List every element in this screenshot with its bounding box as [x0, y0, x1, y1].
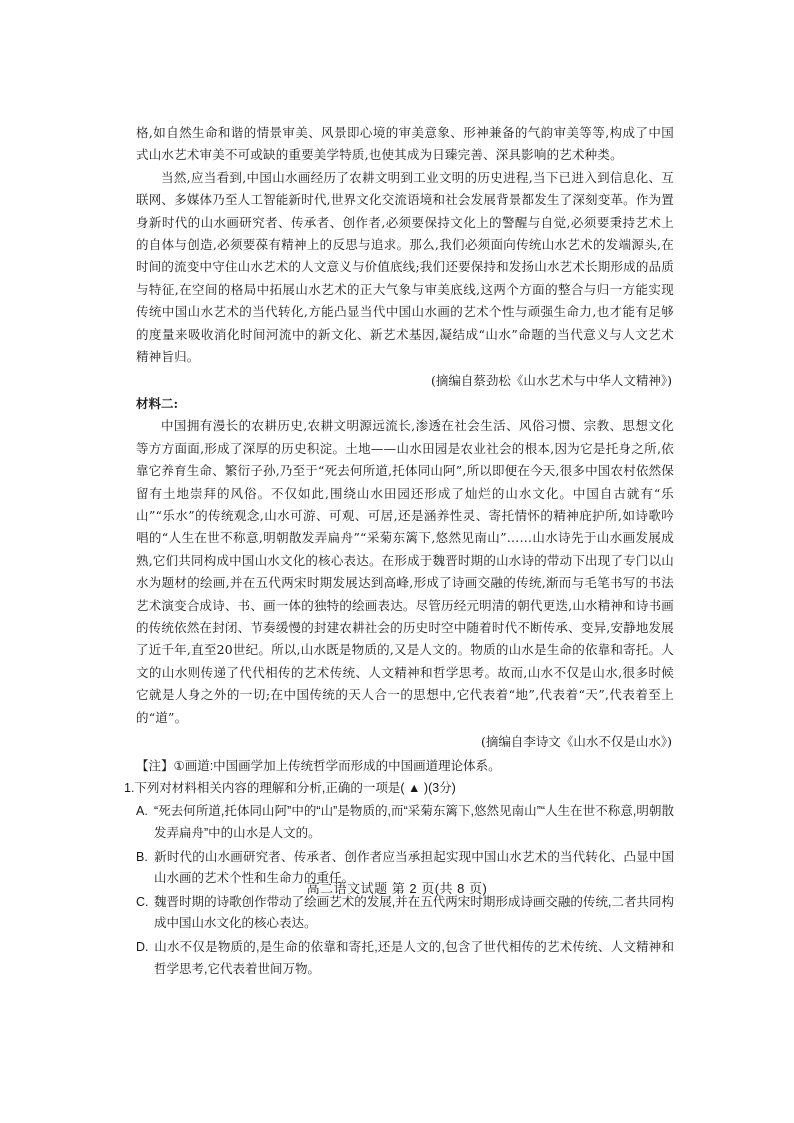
- option-letter: A.: [136, 804, 148, 819]
- question-stem-text: 1.下列对材料相关内容的理解和分析,正确的一项是(: [124, 781, 405, 796]
- material2-paragraph: 中国拥有漫长的农耕历史,农耕文明源远流长,渗透在社会生活、风俗习惯、宗教、思想文化等方方面面,形成了深厚的历史积淀。土地——山水田园是农业社会的根本,因为它是托身之所,依靠它养育生命、繁衍子孙,乃至于“死去何所道,托体同山阿”,所以即便在今天,很多中国农村依然保留有土地崇拜的风俗。不仅如此,围绕山水田园还形成了灿烂的山水文化。中国自古就有“乐山”“乐水”的传统观念,山水可游、可观、可居,还是涵养性灵、寄托情怀的精神庇护所,如诗歌吟唱的“人生在世不称意,明朝散发弄扁舟”“采菊东篱下,悠然见南山”……山水诗先于山水画发展成熟,它们共同构成中国山水文化的核心表达。在形成于魏晋时期的山水诗的带动下出现了专门以山水为题材的绘画,并在五代两宋时期发展达到高峰,形成了诗画交融的传统,渐而与毛笔书写的书法艺术演变合成诗、书、画一体的独特的绘画表达。尽管历经元明清的朝代更迭,山水精神和诗书画的传统依然在封闭、节奏缓慢的封建农耕社会的历史时空中随着时代不断传承、变异,安静地发展了近千年,直至20世纪。所以,山水既是物质的,又是人文的。物质的山水是生命的依靠和寄托。人文的山水则传递了代代相传的艺术传统、人文精神和哲学思考。故而,山水不仅是山水,很多时候它就是人身之外的一切;在中国传统的天人合一的思想中,它代表着“地”,代表着“天”,代表着至上的“道”。: [136, 418, 674, 725]
- question-1-stem: [124, 777, 674, 799]
- option-text: “死去何所道,托体同山阿”中的“山”是物质的,而“采菊东篱下,悠然见南山”“人生在世不称意,明朝散发弄扁舟”中的山水是人文的。: [154, 804, 674, 840]
- material2-source: (摘编自李诗文《山水不仅是山水》): [480, 733, 672, 749]
- option-text: 山水不仅是物质的,是生命的依靠和寄托,还是人文的,包含了世代相传的艺术传统、人文精神和哲学思考,它代表着世间万物。: [154, 939, 674, 976]
- material1-source: (摘编自蔡劲松《山水艺术与中华人文精神》): [430, 373, 672, 389]
- option-letter: B.: [136, 849, 148, 864]
- option-text: 魏晋时期的诗歌创作带动了绘画艺术的发展,并在五代两宋时期形成诗画交融的传统,二者共同构成中国山水文化的核心表达。: [154, 894, 674, 931]
- option-d: [136, 937, 674, 980]
- option-letter: C.: [136, 894, 149, 909]
- material1-continued-paragraph: 格,如自然生命和谐的情景审美、风景即心境的审美意象、形神兼备的气韵审美等等,构成了中国式山水艺术审美不可或缺的重要美学特质,也使其成为日臻完善、深具影响的艺术种类。: [136, 125, 674, 163]
- option-a: [136, 801, 674, 844]
- footnote: 【注】①画道:中国画学加上传统哲学而形成的中国画道理论体系。: [136, 759, 501, 774]
- option-c: [136, 892, 674, 935]
- material1-paragraph-2: 当然,应当看到,中国山水画经历了农耕文明到工业文明的历史进程,当下已进入到信息化、互联网、多媒体乃至人工智能新时代,世界文化交流语境和社会发展背景都发生了深刻变革。作为置身新时代的山水画研究者、传承者、创作者,必须要保持文化上的警醒与自觉,必须要秉持艺术上的自体与创造,必须要葆有精神上的反思与追求。那么,我们必须面向传统山水艺术的发端源头,在时间的流变中守住山水艺术的人文意义与价值底线;我们还要保持和发扬山水艺术长期形成的品质与特征,在空间的格局中拓展山水艺术的正大气象与审美底线,这两个方面的整合与归一方能实现传统中国山水艺术的当代转化,方能凸显当代中国山水画的艺术个性与顽强生命力,也才能有足够的度量来吸收消化时间河流中的新文化、新艺术基因,凝结成“山水”命题的当代意义与人文艺术精神旨归。: [136, 169, 674, 365]
- page-footer: 高二语文试题 第 2 页(共 8 页): [306, 881, 488, 896]
- question-score: )(3分): [423, 781, 456, 796]
- material2-heading: 材料二:: [136, 395, 179, 411]
- option-text: 新时代的山水画研究者、传承者、创作者应当承担起实现中国山水艺术的当代转化、凸显中国山水画的艺术个性和生命力的重任。: [154, 849, 674, 886]
- answer-blank-triangle: ▲: [408, 781, 421, 796]
- option-letter: D.: [136, 939, 149, 954]
